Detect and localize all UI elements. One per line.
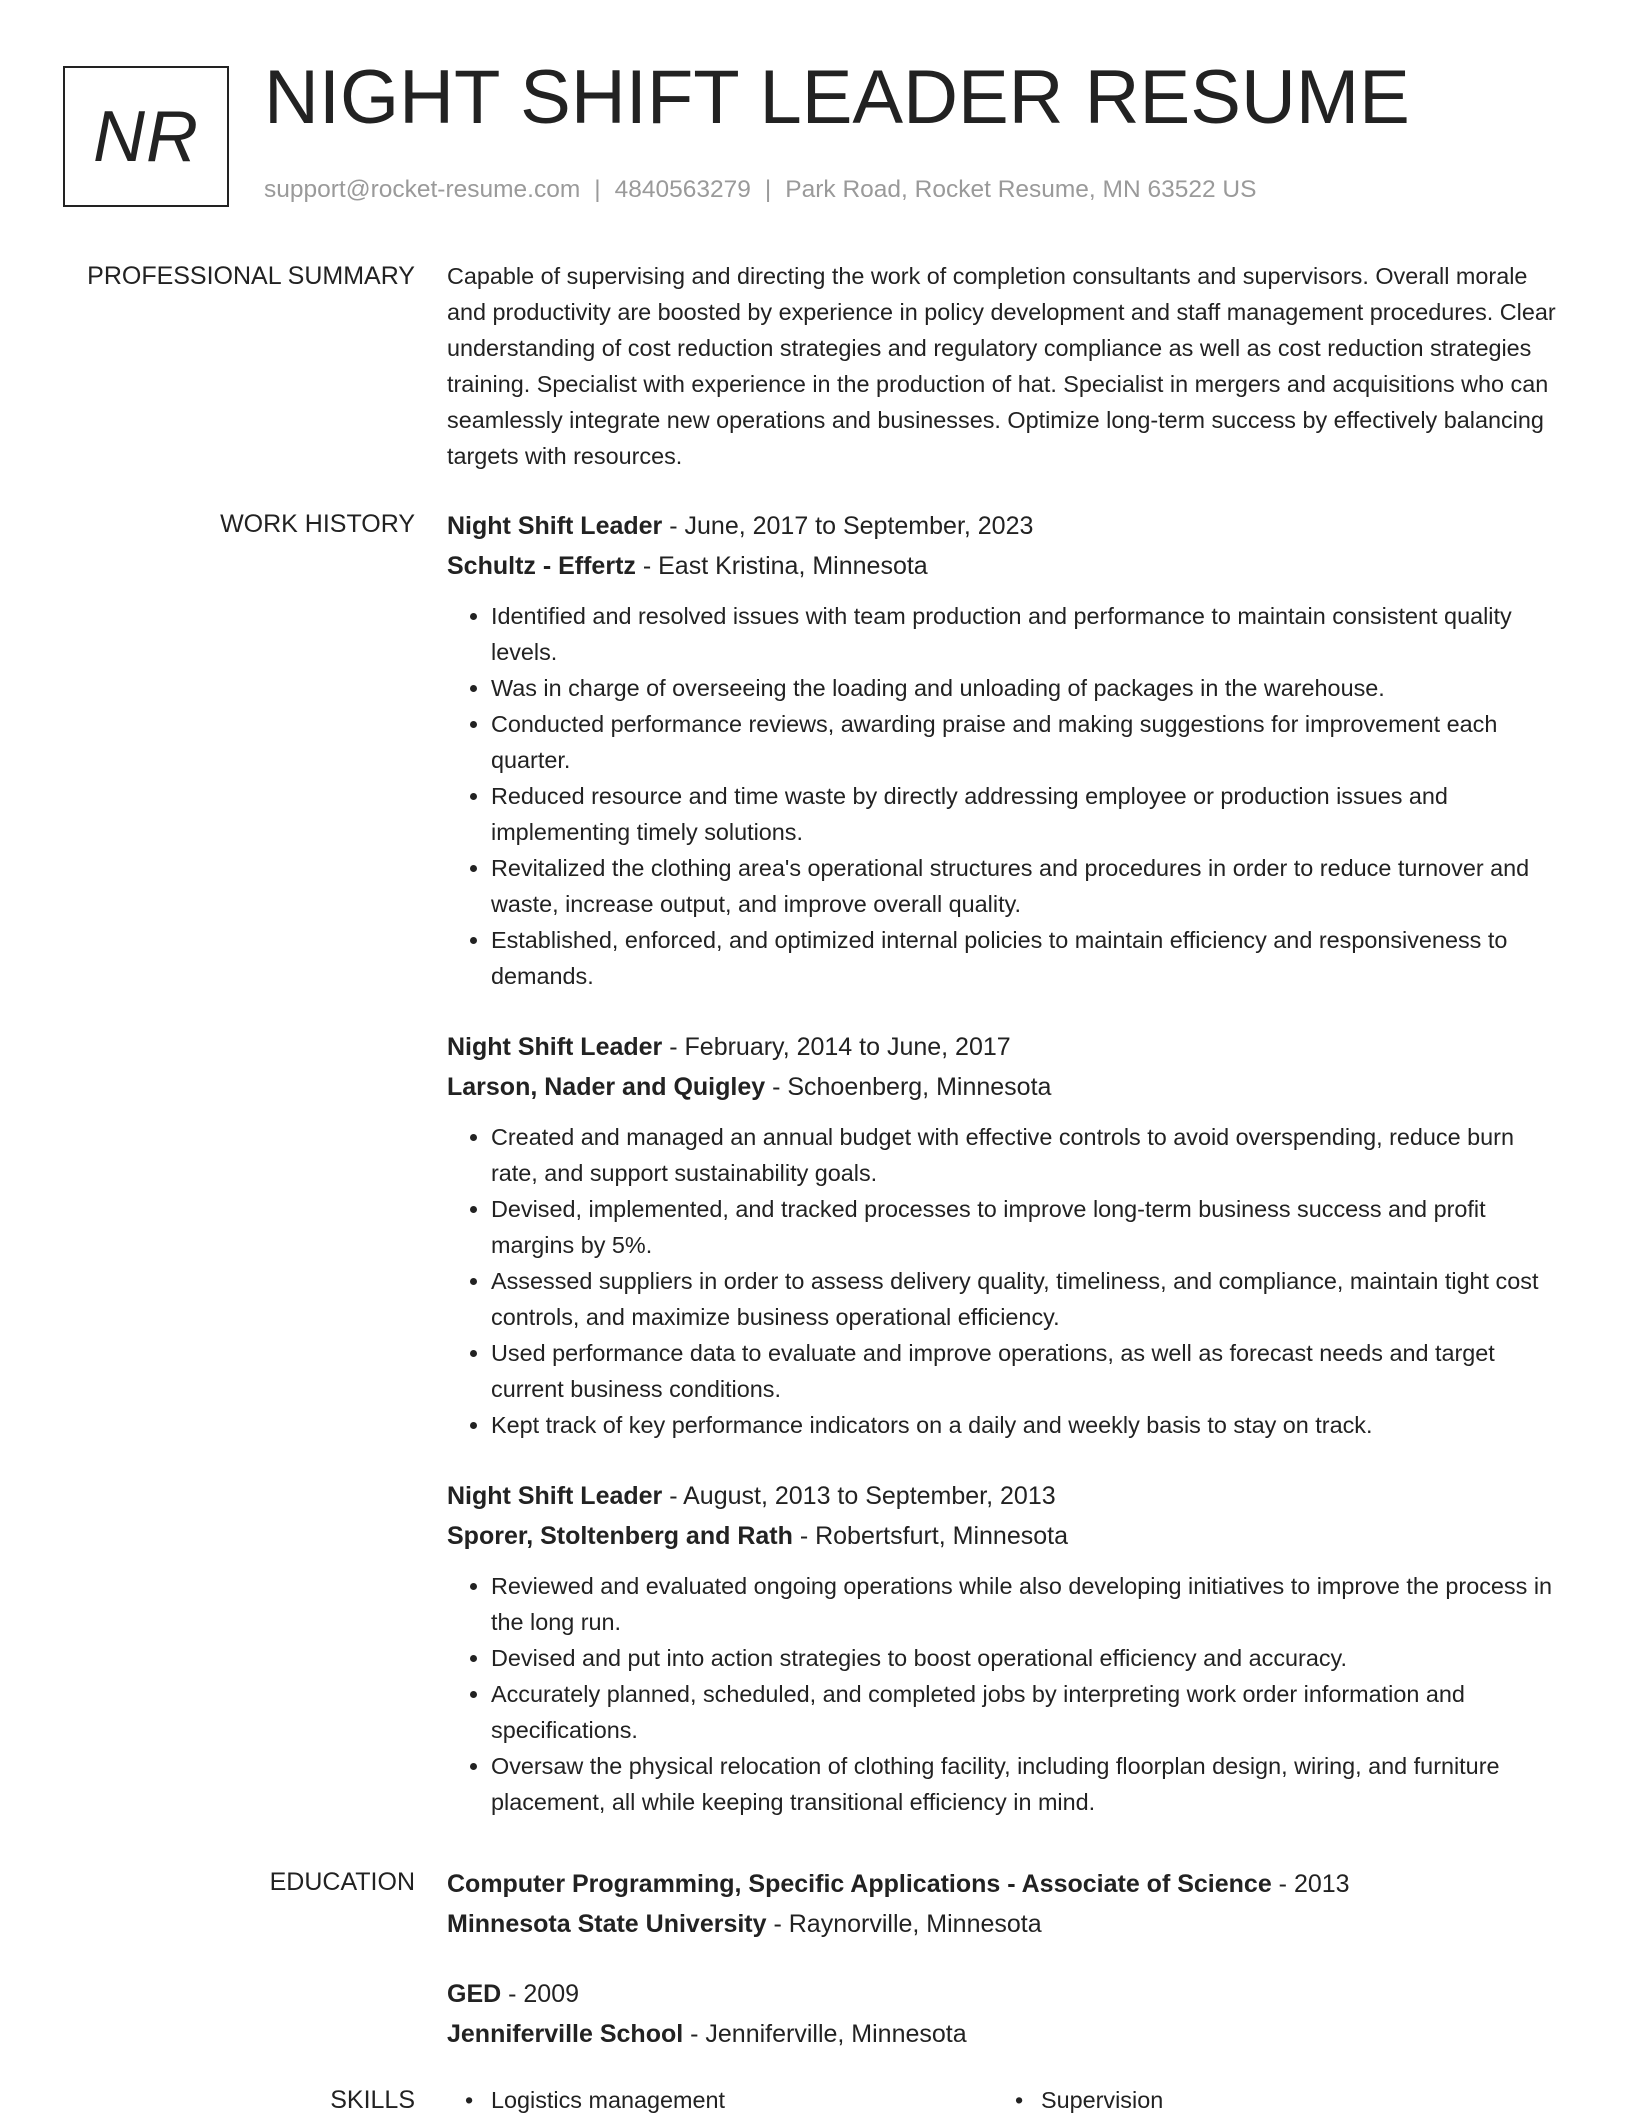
job-location: - Robertsfurt, Minnesota bbox=[792, 1522, 1068, 1550]
job-title-line bbox=[447, 1476, 1562, 1516]
job-bullet: • Accurately planned, scheduled, and completed jobs by interpreting work order information and specifications. bbox=[491, 1676, 1562, 1748]
education-degree: Computer Programming, Specific Applications - Associate of Science bbox=[447, 1870, 1272, 1898]
job-bullet: • Devised, implemented, and tracked processes to improve long-term business success and profit margins by 5%. bbox=[491, 1191, 1562, 1263]
job-company-line bbox=[447, 1067, 1562, 1107]
job-entry bbox=[447, 506, 1562, 994]
job-title: Night Shift Leader bbox=[447, 1482, 663, 1510]
section-label-education: EDUCATION bbox=[269, 1868, 415, 1896]
education-degree-line bbox=[447, 1864, 1562, 1904]
job-bullet: • Used performance data to evaluate and improve operations, as well as forecast needs and target current business conditions. bbox=[491, 1335, 1562, 1407]
job-bullet: • Reduced resource and time waste by directly addressing employee or production issues and implementing timely solutions. bbox=[491, 778, 1562, 850]
job-location: - East Kristina, Minnesota bbox=[635, 552, 928, 580]
contact-separator: | bbox=[594, 176, 601, 203]
job-entry bbox=[447, 1027, 1562, 1443]
job-bullets bbox=[447, 598, 1562, 994]
job-company-line bbox=[447, 1516, 1562, 1556]
job-bullet: • Assessed suppliers in order to assess delivery quality, timeliness, and compliance, maintain tight cost controls, and maximize business operational efficiency. bbox=[491, 1263, 1562, 1335]
job-bullet: • Conducted performance reviews, awarding praise and making suggestions for improvement each quarter. bbox=[491, 706, 1562, 778]
summary-text: Capable of supervising and directing the work of completion consultants and supervisors. Overall morale and productivity are boosted by experience in policy development and staff management procedures. Clear understanding of cost reduction strategies and regulatory compliance as well as cost reduction strategies training. Specialist with experience in the production of hat. Specialist in mergers and acquisitions who can seamlessly integrate new operations and businesses. Optimize long-term success by effectively balancing targets with resources. bbox=[447, 263, 1556, 469]
education-body bbox=[447, 1864, 1562, 2084]
education-entry bbox=[447, 1864, 1562, 1944]
work-history-body bbox=[447, 506, 1562, 1853]
skills-body bbox=[447, 2082, 1562, 2118]
contact-phone: 4840563279 bbox=[614, 176, 751, 203]
job-dates: - August, 2013 to September, 2013 bbox=[662, 1482, 1056, 1510]
contact-address: Park Road, Rocket Resume, MN 63522 US bbox=[785, 176, 1257, 203]
job-entry bbox=[447, 1476, 1562, 1820]
skills-list bbox=[447, 2082, 1562, 2118]
job-bullet: • Identified and resolved issues with team production and performance to maintain consistent quality levels. bbox=[491, 598, 1562, 670]
job-bullet: • Reviewed and evaluated ongoing operations while also developing initiatives to improve the process in the long run. bbox=[491, 1568, 1562, 1640]
contact-separator: | bbox=[764, 176, 772, 203]
section-label-summary: PROFESSIONAL SUMMARY bbox=[87, 262, 415, 290]
education-year: - 2013 bbox=[1271, 1870, 1350, 1898]
education-location: - Raynorville, Minnesota bbox=[766, 1910, 1042, 1938]
job-bullet: • Established, enforced, and optimized internal policies to maintain efficiency and responsiveness to demands. bbox=[491, 922, 1562, 994]
education-degree: GED bbox=[447, 1980, 502, 2008]
education-school: Minnesota State University bbox=[447, 1910, 767, 1938]
contact-line bbox=[264, 176, 1256, 204]
education-entry bbox=[447, 1974, 1562, 2054]
job-title: Night Shift Leader bbox=[447, 1033, 663, 1061]
education-school-line bbox=[447, 1904, 1562, 1944]
job-location: - Schoenberg, Minnesota bbox=[765, 1073, 1052, 1101]
job-bullet: • Oversaw the physical relocation of clothing facility, including floorplan design, wiring, and furniture placement, all while keeping transitional efficiency in mind. bbox=[491, 1748, 1562, 1820]
education-school: Jenniferville School bbox=[447, 2020, 684, 2048]
job-bullet: • Created and managed an annual budget with effective controls to avoid overspending, reduce burn rate, and support sustainability goals. bbox=[491, 1119, 1562, 1191]
job-dates: - June, 2017 to September, 2023 bbox=[662, 512, 1034, 540]
job-company: Schultz - Effertz bbox=[447, 552, 636, 580]
summary-body bbox=[447, 258, 1562, 474]
job-bullet: • Revitalized the clothing area's operational structures and procedures in order to reduce turnover and waste, increase output, and improve overall quality. bbox=[491, 850, 1562, 922]
skill-item: • Supervision bbox=[1041, 2082, 1591, 2118]
education-year: - 2009 bbox=[501, 1980, 580, 2008]
job-company: Larson, Nader and Quigley bbox=[447, 1073, 766, 1101]
job-title-line bbox=[447, 506, 1562, 546]
job-title: Night Shift Leader bbox=[447, 512, 663, 540]
resume-title: NIGHT SHIFT LEADER RESUME bbox=[264, 55, 1410, 140]
monogram-initials: NR bbox=[63, 66, 229, 207]
education-school-line bbox=[447, 2014, 1562, 2054]
section-label-skills: SKILLS bbox=[330, 2086, 415, 2114]
job-title-line bbox=[447, 1027, 1562, 1067]
job-bullets bbox=[447, 1119, 1562, 1443]
education-degree-line bbox=[447, 1974, 1562, 2014]
job-bullet: • Was in charge of overseeing the loading and unloading of packages in the warehouse. bbox=[491, 670, 1562, 706]
job-bullets bbox=[447, 1568, 1562, 1820]
section-label-work-history: WORK HISTORY bbox=[220, 510, 415, 538]
skill-item: • Logistics management bbox=[491, 2082, 1041, 2118]
job-bullet: • Kept track of key performance indicators on a daily and weekly basis to stay on track. bbox=[491, 1407, 1562, 1443]
education-location: - Jenniferville, Minnesota bbox=[683, 2020, 967, 2048]
job-bullet: • Devised and put into action strategies to boost operational efficiency and accuracy. bbox=[491, 1640, 1562, 1676]
contact-email: support@rocket-resume.com bbox=[264, 176, 581, 203]
job-dates: - February, 2014 to June, 2017 bbox=[662, 1033, 1011, 1061]
job-company: Sporer, Stoltenberg and Rath bbox=[447, 1522, 793, 1550]
job-company-line bbox=[447, 546, 1562, 586]
